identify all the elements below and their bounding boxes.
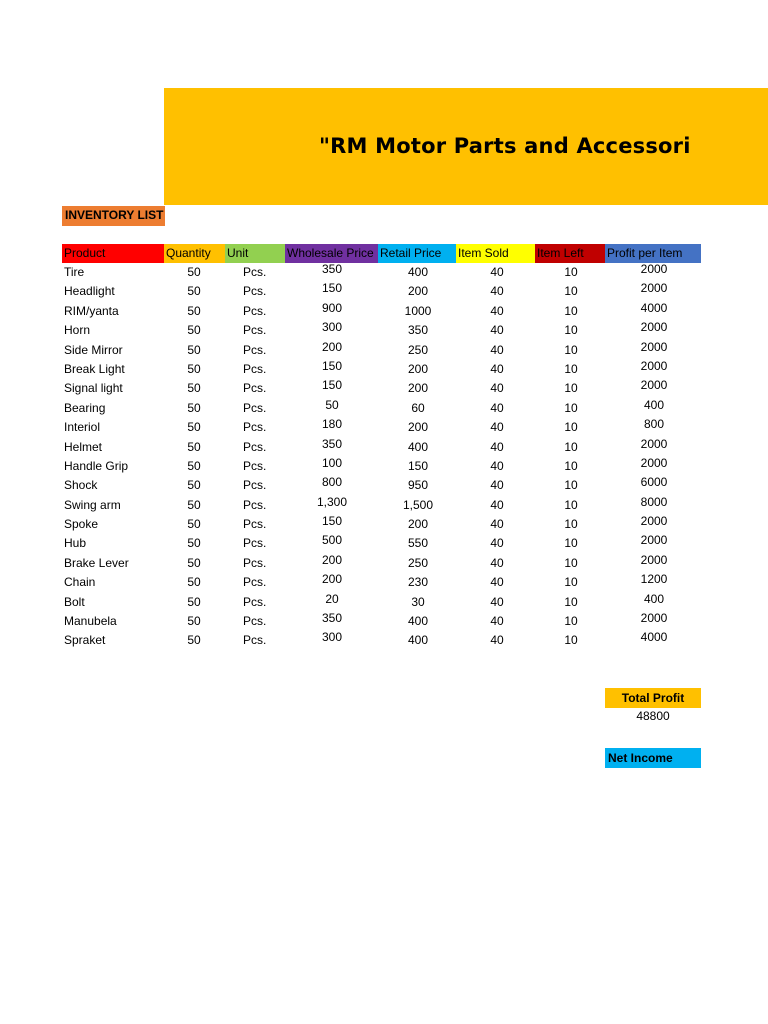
cell-product: Interiol [64,420,101,435]
cell-wholesale-price: 900 [321,300,343,315]
cell-wholesale-price: 20 [325,591,339,606]
cell-item-left: 10 [564,594,578,609]
header-wholesale-price: Wholesale Price [285,244,378,263]
cell-item-left: 10 [564,497,578,512]
cell-item-left: 10 [564,575,578,590]
cell-unit: Pcs. [243,381,267,396]
header-item-left: Item Left [535,244,605,263]
cell-item-left: 10 [564,323,578,338]
cell-product: Horn [64,323,91,338]
cell-item-sold: 40 [490,323,504,338]
cell-unit: Pcs. [243,265,267,279]
header-product: Product [62,244,164,263]
cell-quantity: 50 [187,536,201,551]
cell-unit: Pcs. [243,284,267,299]
cell-quantity: 50 [187,400,201,415]
cell-item-left: 10 [564,555,578,570]
cell-item-sold: 40 [490,497,504,512]
cell-item-sold: 40 [490,420,504,435]
cell-wholesale-price: 50 [325,397,339,412]
cell-product: Bearing [64,400,106,415]
cell-retail-price: 250 [407,342,429,357]
cell-profit-per-item: 2000 [640,552,668,567]
cell-product: Bolt [64,594,85,609]
cell-retail-price: 30 [411,594,425,609]
cell-wholesale-price: 100 [321,455,343,470]
cell-retail-price: 150 [407,458,429,473]
cell-item-left: 10 [564,633,578,648]
cell-item-sold: 40 [490,633,504,648]
cell-retail-price: 400 [407,633,429,648]
cell-unit: Pcs. [243,420,267,435]
cell-retail-price: 950 [407,478,429,493]
cell-item-sold: 40 [490,439,504,454]
cell-item-left: 10 [564,478,578,493]
total-profit-label: Total Profit [605,688,701,708]
cell-item-sold: 40 [490,575,504,590]
cell-profit-per-item: 6000 [640,475,668,490]
cell-retail-price: 200 [407,361,429,376]
cell-item-sold: 40 [490,400,504,415]
cell-unit: Pcs. [243,633,267,648]
cell-wholesale-price: 180 [321,417,343,432]
cell-profit-per-item: 4000 [640,630,668,645]
cell-retail-price: 200 [407,517,429,532]
cell-profit-per-item: 800 [643,417,665,432]
cell-item-left: 10 [564,439,578,454]
cell-profit-per-item: 400 [643,591,665,606]
cell-product: Headlight [64,284,115,299]
table-row [0,302,768,321]
cell-profit-per-item: 2000 [640,378,668,393]
cell-item-sold: 40 [490,284,504,299]
cell-product: Chain [64,575,96,590]
table-row [0,593,768,612]
header-quantity: Quantity [164,244,225,263]
cell-wholesale-price: 150 [321,378,343,393]
cell-profit-per-item: 2000 [640,320,668,335]
cell-wholesale-price: 150 [321,514,343,529]
header-profit-per-item: Profit per Item [605,244,701,263]
cell-unit: Pcs. [243,614,267,629]
cell-unit: Pcs. [243,361,267,376]
cell-wholesale-price: 800 [321,475,343,490]
cell-wholesale-price: 350 [321,611,343,626]
table-row [0,379,768,398]
table-row [0,573,768,592]
cell-unit: Pcs. [243,400,267,415]
cell-quantity: 50 [187,497,201,512]
cell-unit: Pcs. [243,439,267,454]
cell-item-sold: 40 [490,536,504,551]
table-row [0,282,768,301]
cell-product: Side Mirror [64,342,123,357]
cell-item-sold: 40 [490,361,504,376]
header-item-sold: Item Sold [456,244,535,263]
table-row [0,399,768,418]
table-row [0,534,768,553]
cell-wholesale-price: 150 [321,281,343,296]
cell-profit-per-item: 2000 [640,339,668,354]
cell-item-sold: 40 [490,614,504,629]
cell-wholesale-price: 200 [321,552,343,567]
table-row [0,418,768,437]
table-row [0,263,768,282]
cell-retail-price: 250 [407,555,429,570]
cell-retail-price: 60 [411,400,425,415]
cell-quantity: 50 [187,265,201,279]
cell-retail-price: 230 [407,575,429,590]
cell-unit: Pcs. [243,497,267,512]
cell-retail-price: 200 [407,284,429,299]
cell-item-left: 10 [564,614,578,629]
cell-item-left: 10 [564,536,578,551]
cell-product: Helmet [64,439,103,454]
cell-unit: Pcs. [243,458,267,473]
cell-retail-price: 400 [407,614,429,629]
table-row [0,476,768,495]
cell-profit-per-item: 2000 [640,358,668,373]
inventory-list-label: INVENTORY LIST [62,206,165,226]
cell-product: Shock [64,478,98,493]
cell-product: Tire [64,265,85,279]
table-row [0,341,768,360]
cell-quantity: 50 [187,381,201,396]
table-row [0,496,768,515]
cell-retail-price: 1,500 [402,497,434,512]
cell-item-left: 10 [564,284,578,299]
cell-profit-per-item: 2000 [640,436,668,451]
cell-quantity: 50 [187,478,201,493]
cell-item-left: 10 [564,342,578,357]
cell-profit-per-item: 2000 [640,281,668,296]
cell-wholesale-price: 1,300 [316,494,348,509]
cell-quantity: 50 [187,323,201,338]
table-row [0,438,768,457]
cell-profit-per-item: 4000 [640,300,668,315]
cell-profit-per-item: 2000 [640,533,668,548]
cell-item-sold: 40 [490,594,504,609]
cell-item-left: 10 [564,303,578,318]
cell-item-sold: 40 [490,303,504,318]
cell-wholesale-price: 200 [321,572,343,587]
cell-profit-per-item: 1200 [640,572,668,587]
cell-item-left: 10 [564,420,578,435]
cell-unit: Pcs. [243,478,267,493]
cell-quantity: 50 [187,555,201,570]
cell-item-sold: 40 [490,517,504,532]
cell-item-left: 10 [564,517,578,532]
header-unit: Unit [225,244,285,263]
cell-product: Handle Grip [64,458,129,473]
table-row [0,360,768,379]
cell-unit: Pcs. [243,575,267,590]
cell-unit: Pcs. [243,303,267,318]
cell-item-sold: 40 [490,265,504,279]
cell-retail-price: 350 [407,323,429,338]
page-title: "RM Motor Parts and Accessori [319,134,691,158]
cell-profit-per-item: 2000 [640,262,668,276]
inventory-table-body [0,263,768,651]
cell-product: RIM/yanta [64,303,119,318]
total-profit-value: 48800 [636,709,670,723]
cell-profit-per-item: 8000 [640,494,668,509]
table-row [0,457,768,476]
cell-item-sold: 40 [490,555,504,570]
cell-retail-price: 550 [407,536,429,551]
cell-product: Signal light [64,381,123,396]
table-row [0,515,768,534]
cell-quantity: 50 [187,284,201,299]
cell-item-left: 10 [564,400,578,415]
cell-product: Hub [64,536,87,551]
cell-quantity: 50 [187,594,201,609]
cell-item-sold: 40 [490,381,504,396]
cell-profit-per-item: 2000 [640,514,668,529]
cell-quantity: 50 [187,439,201,454]
table-row [0,321,768,340]
cell-product: Spraket [64,633,106,648]
cell-product: Break Light [64,361,125,376]
cell-wholesale-price: 350 [321,262,343,276]
title-banner [164,88,768,205]
cell-product: Swing arm [64,497,121,512]
cell-quantity: 50 [187,420,201,435]
cell-retail-price: 200 [407,420,429,435]
cell-wholesale-price: 350 [321,436,343,451]
cell-quantity: 50 [187,458,201,473]
cell-quantity: 50 [187,361,201,376]
cell-wholesale-price: 200 [321,339,343,354]
cell-product: Spoke [64,517,99,532]
cell-item-left: 10 [564,458,578,473]
cell-item-left: 10 [564,265,578,279]
cell-item-left: 10 [564,361,578,376]
cell-unit: Pcs. [243,594,267,609]
cell-retail-price: 400 [407,439,429,454]
cell-unit: Pcs. [243,555,267,570]
cell-quantity: 50 [187,575,201,590]
cell-item-sold: 40 [490,478,504,493]
cell-product: Manubela [64,614,117,629]
cell-unit: Pcs. [243,517,267,532]
cell-quantity: 50 [187,303,201,318]
cell-unit: Pcs. [243,342,267,357]
cell-retail-price: 200 [407,381,429,396]
cell-wholesale-price: 150 [321,358,343,373]
cell-wholesale-price: 300 [321,320,343,335]
cell-item-sold: 40 [490,342,504,357]
header-retail-price: Retail Price [378,244,456,263]
cell-retail-price: 400 [407,265,429,279]
table-row [0,612,768,631]
cell-profit-per-item: 2000 [640,455,668,470]
cell-retail-price: 1000 [404,303,432,318]
cell-wholesale-price: 500 [321,533,343,548]
cell-quantity: 50 [187,517,201,532]
cell-quantity: 50 [187,633,201,648]
cell-unit: Pcs. [243,323,267,338]
table-row [0,554,768,573]
cell-profit-per-item: 400 [643,397,665,412]
cell-item-left: 10 [564,381,578,396]
cell-profit-per-item: 2000 [640,611,668,626]
cell-unit: Pcs. [243,536,267,551]
table-row [0,631,768,650]
cell-product: Brake Lever [64,555,129,570]
cell-wholesale-price: 300 [321,630,343,645]
cell-quantity: 50 [187,614,201,629]
net-income-label: Net Income [605,748,701,768]
cell-item-sold: 40 [490,458,504,473]
cell-quantity: 50 [187,342,201,357]
